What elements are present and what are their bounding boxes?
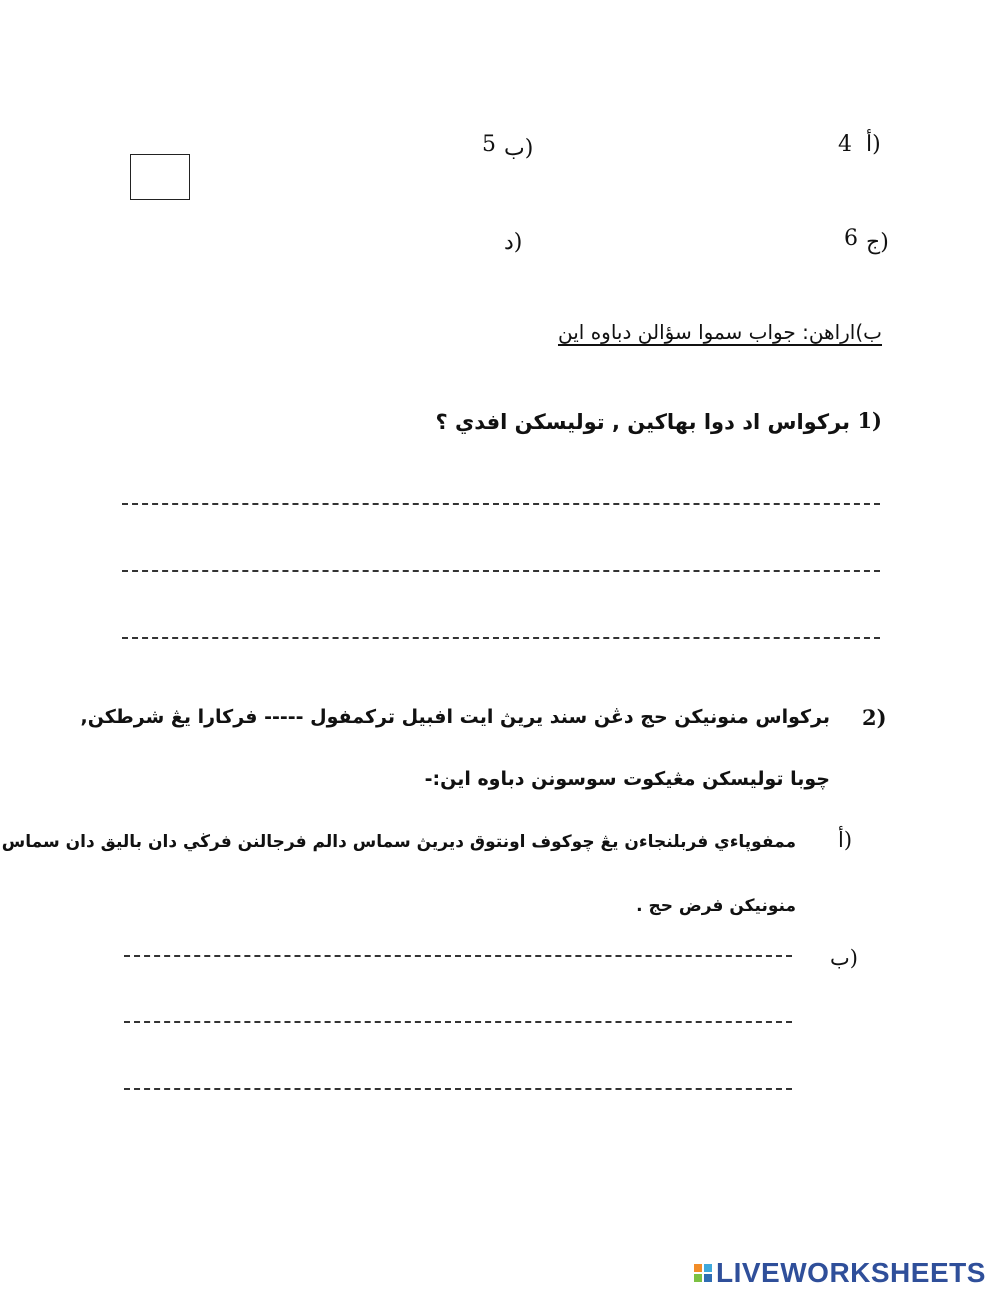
option-b-value: 5 (482, 132, 496, 157)
liveworksheets-logo (694, 1257, 986, 1289)
section-b-heading: ب)اراهن: جواب سموا سؤالن دباوه اين (557, 320, 882, 344)
liveworksheets-wordmark: LIVEWORKSHEETS (716, 1257, 986, 1288)
answer-box[interactable] (130, 154, 190, 200)
option-c-value: 6 (844, 226, 858, 251)
logo-square (694, 1274, 702, 1282)
option-a-value: 4 (838, 132, 852, 157)
question-1-text: بركواس اد دوا بهاكين , توليسكن افدي ؟ (435, 410, 850, 434)
answer-line-q1-3[interactable] (122, 637, 880, 639)
question-2-part-b-letter: ب) (830, 946, 858, 970)
option-a-letter: أ) (866, 132, 881, 157)
question-2-line-1: بركواس منونيكن حج دڠن سند يريڽ ايت افبيل تركمفول ----- فركارا يڠ شرطكن, (80, 706, 830, 728)
option-b-letter: ب) (504, 136, 534, 161)
question-2-part-a-line-2: منونيكن فرض حج . (636, 896, 796, 916)
answer-line-q1-1[interactable] (122, 503, 880, 505)
answer-line-q2-1[interactable] (124, 955, 792, 957)
question-2-part-a-line-1: ممفوڽاءي فربلنجاءن يڠ چوكوف اونتوق ديريڽ سماس دالم فرجالنن فرڬي دان باليق دان سماس (1, 832, 796, 852)
logo-square (704, 1274, 712, 1282)
question-1-number: 1) (857, 408, 882, 433)
question-2-number: 2) (862, 705, 887, 730)
logo-square (694, 1264, 702, 1272)
logo-square (704, 1264, 712, 1272)
option-c-letter: ج) (866, 230, 889, 255)
option-d-letter: د) (504, 230, 523, 255)
question-2-part-a-letter: أ) (838, 828, 853, 852)
question-2-line-2: چوبا توليسكن مڠيكوت سوسونن دباوه اين:- (424, 768, 830, 790)
liveworksheets-logo-icon (694, 1264, 712, 1282)
answer-line-q2-2[interactable] (124, 1021, 792, 1023)
answer-line-q2-3[interactable] (124, 1088, 792, 1090)
answer-line-q1-2[interactable] (122, 570, 880, 572)
